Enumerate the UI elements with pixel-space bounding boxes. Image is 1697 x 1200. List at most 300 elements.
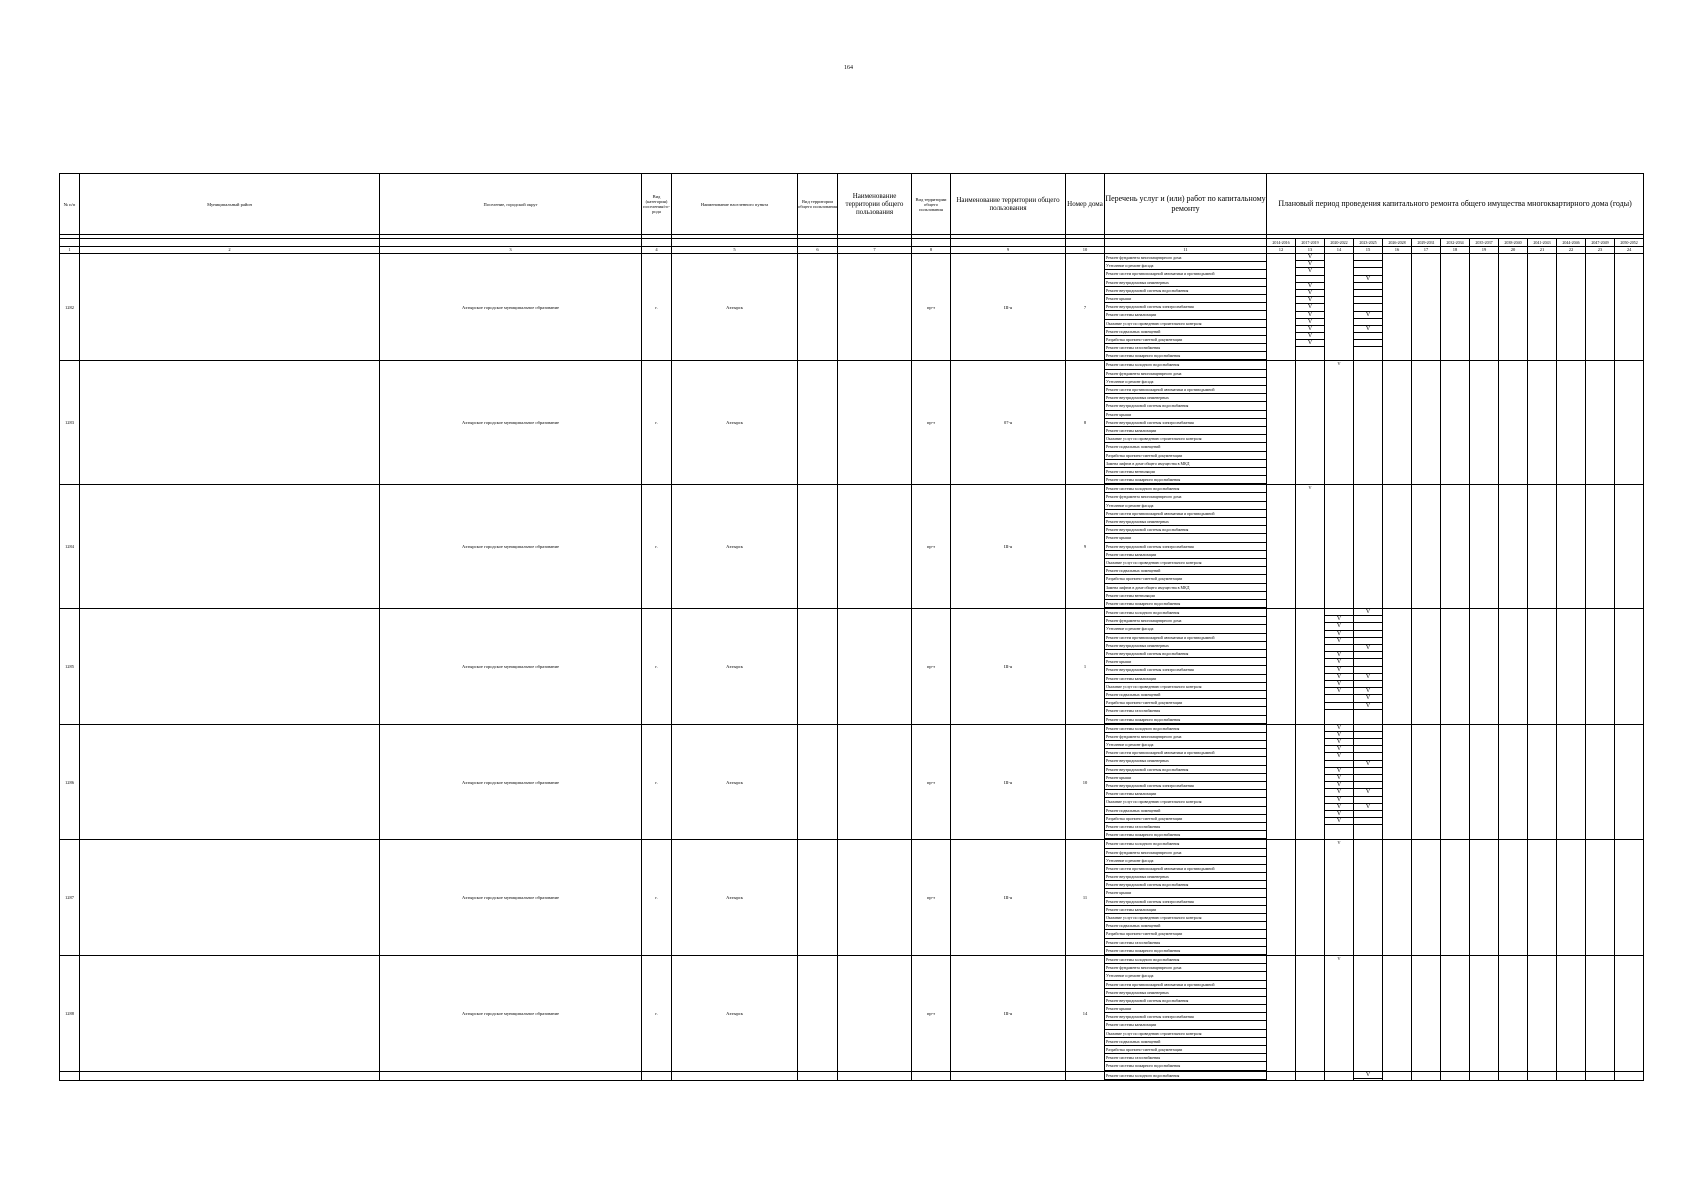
period-mark-cell [1441,724,1470,840]
works-list-cell [1105,840,1267,956]
works-list [1105,361,1266,484]
work-item: Утепление и ремонт фасада [1105,502,1266,510]
period-mark-cell [1412,254,1441,361]
check-mark [1325,761,1353,768]
work-item: Ремонт подвальных помещений [1105,922,1266,930]
table-row [60,361,1644,485]
check-mark: V [1354,703,1382,710]
work-item: Разработка проектно-сметной документации [1105,336,1266,344]
period-mark-cell [1267,485,1296,609]
work-item: Оказание услуг по проведению строительного контроля [1105,1030,1266,1038]
period-mark-cell [1586,840,1615,956]
locality-kind: г. [642,361,672,485]
check-mark [1354,261,1382,268]
settlement-name: Ахтырское городское муниципальное образование [380,840,642,956]
header-territory-name-2: Наименование территории общего пользования [951,174,1066,235]
settlement-name: Ахтырское городское муниципальное образование [380,724,642,840]
period-mark-cell [1615,724,1644,840]
period-mark-cell [1441,361,1470,485]
settlement-name: Ахтырское городское муниципальное образование [380,609,642,725]
mark-stack [1354,1072,1382,1079]
work-item: Ремонт систем противопожарной автоматики и противодымной [1105,981,1266,989]
period-mark-cell [1586,254,1615,361]
work-item: Оказание услуг по проведению строительного контроля [1105,320,1266,328]
settlement-name: Ахтырское городское муниципальное образование [380,254,642,361]
work-item: Ремонт фундамента многоквартирного дома [1105,254,1266,262]
work-item: Ремонт внутридомовых инженерных [1105,518,1266,526]
check-mark: V [1325,732,1353,739]
table-row [60,955,1644,1071]
check-mark [1354,659,1382,666]
column-number: 8 [912,247,951,254]
work-item: Ремонт системы канализации [1105,427,1266,435]
work-item: Оказание услуг по проведению строительного контроля [1105,435,1266,443]
period-mark-cell [1615,361,1644,485]
work-item: Ремонт подвальных помещений [1105,443,1266,451]
period-mark-cell [1354,840,1383,956]
check-mark: V [1325,955,1354,1071]
column-number: 12 [1267,247,1296,254]
work-item: Ремонт крыши [1105,295,1266,303]
territory-type-2: пр-т [912,955,951,1071]
period-mark-cell [1267,609,1296,725]
house-number: 14 [1066,955,1105,1071]
work-item: Замена лифтов в доме общего имущества в МКД [1105,584,1266,592]
period-mark-cell [1354,485,1383,609]
period-mark-cell [1441,609,1470,725]
table-row [60,840,1644,956]
period-mark-cell [1499,955,1528,1071]
period-mark-cell [1354,724,1383,840]
column-number: 23 [1586,247,1615,254]
work-item: Ремонт внутридомовых инженерных [1105,279,1266,287]
table-row [60,485,1644,609]
check-mark [1354,616,1382,623]
period-mark-cell [1586,724,1615,840]
work-item: Ремонт систем противопожарной автоматики и противодымной [1105,270,1266,278]
work-item: Ремонт системы канализации [1105,551,1266,559]
period-mark-cell [1586,955,1615,1071]
check-mark [1354,782,1382,789]
page-number: 164 [844,65,853,71]
work-item: Ремонт внутридомовых инженерных [1105,394,1266,402]
work-item: Ремонт внутридомовой системы водоснабжения [1105,650,1266,658]
period-mark-cell [1557,955,1586,1071]
work-item: Ремонт внутридомовых инженерных [1105,642,1266,650]
check-mark: V [1296,283,1324,290]
check-mark: V [1325,818,1353,825]
work-item: Ремонт внутридомовой системы водоснабжения [1105,402,1266,410]
table-row [60,724,1644,840]
period-cell: 2020-2022 [1325,239,1354,247]
mark-stack [1354,609,1382,710]
check-mark: V [1325,797,1353,804]
column-number: 17 [1412,247,1441,254]
register-body [60,254,1644,1081]
column-number: 9 [951,247,1066,254]
table-row [60,254,1644,361]
period-mark-cell [1470,724,1499,840]
check-mark: V [1325,840,1354,956]
works-list [1105,725,1266,840]
period-mark-cell [1470,485,1499,609]
column-number: 10 [1066,247,1105,254]
check-mark [1354,268,1382,275]
header-territory-name: Наименование территории общего пользования [838,174,912,235]
check-mark [1325,703,1353,710]
work-item: Замена лифтов в доме общего имущества в МКД [1105,460,1266,468]
period-mark-cell [1470,840,1499,956]
work-item: Ремонт системы пожарного водоснабжения [1105,600,1266,608]
period-mark-cell [1557,361,1586,485]
works-list [1105,609,1266,724]
period-mark-cell [1441,1071,1470,1080]
period-mark-cell [1296,1071,1325,1080]
check-mark: V [1354,688,1382,695]
period-mark-cell [1528,485,1557,609]
territory-name [838,1071,912,1080]
record-number: 1288 [60,955,80,1071]
work-item: Ремонт фундамента многоквартирного дома [1105,493,1266,501]
check-mark [1325,695,1353,702]
check-mark: V [1325,746,1353,753]
period-mark-cell [1296,955,1325,1071]
column-number: 14 [1325,247,1354,254]
check-mark [1354,811,1382,818]
period-mark-cell [1267,955,1296,1071]
period-mark-cell [1470,1071,1499,1080]
mark-stack [1354,725,1382,826]
work-item: Ремонт системы канализации [1105,675,1266,683]
period-mark-cell [1615,955,1644,1071]
work-item: Ремонт системы холодного водоснабжения [1105,485,1266,493]
work-item: Ремонт системы пожарного водоснабжения [1105,831,1266,839]
works-list-cell [1105,955,1267,1071]
period-mark-cell [1325,609,1354,725]
period-mark-cell [1383,361,1412,485]
territory-name-2: Ш-я [951,485,1066,609]
check-mark: V [1325,616,1353,623]
territory-type-2: пр-т [912,361,951,485]
check-mark [1354,818,1382,825]
territory-name [838,485,912,609]
check-mark: V [1325,753,1353,760]
work-item: Ремонт фундамента многоквартирного дома [1105,370,1266,378]
period-cell: 2050-2052 [1615,239,1644,247]
district-name [80,485,380,609]
check-mark: V [1296,340,1324,347]
check-mark: V [1325,631,1353,638]
header-settlement: Поселение, городской округ [380,174,642,235]
work-item: Оказание услуг по проведению строительного контроля [1105,914,1266,922]
territory-type [798,361,838,485]
header-works-list: Перечень услуг и (или) работ по капитальному ремонту [1105,174,1267,235]
work-item: Ремонт внутридомовой системы электроснабжения [1105,666,1266,674]
check-mark: V [1325,768,1353,775]
check-mark: V [1325,782,1353,789]
period-mark-cell [1557,1071,1586,1080]
locality-kind: г. [642,609,672,725]
work-item: Ремонт системы канализации [1105,311,1266,319]
work-item: Ремонт внутридомовой системы электроснабжения [1105,782,1266,790]
house-number: 10 [1066,724,1105,840]
column-number: 24 [1615,247,1644,254]
period-mark-cell [1499,1071,1528,1080]
column-number: 11 [1105,247,1267,254]
period-cell: 2044-2046 [1557,239,1586,247]
work-item: Ремонт системы газоснабжения [1105,939,1266,947]
territory-type [798,1071,838,1080]
period-mark-cell [1383,609,1412,725]
territory-name [838,254,912,361]
territory-name [838,724,912,840]
header-district: Муниципальный район [80,174,380,235]
period-cell: 2038-2040 [1499,239,1528,247]
check-mark [1354,631,1382,638]
check-mark [1354,290,1382,297]
house-number: 7 [1066,254,1105,361]
period-cell: 2029-2031 [1412,239,1441,247]
check-mark [1354,638,1382,645]
period-mark-cell [1528,955,1557,1071]
record-number: 1286 [60,724,80,840]
territory-name-2: Ш-я [951,724,1066,840]
period-cell: 2032-2034 [1441,239,1470,247]
check-mark [1354,725,1382,732]
period-mark-cell [1383,485,1412,609]
work-item: Ремонт внутридомовой системы электроснабжения [1105,543,1266,551]
locality-name: Ахтырск [672,609,798,725]
check-mark [1325,609,1353,616]
territory-name [838,609,912,725]
period-cell: 2026-2028 [1383,239,1412,247]
column-number: 3 [380,247,642,254]
period-mark-cell [1528,1071,1557,1080]
work-item: Ремонт подвальных помещений [1105,1038,1266,1046]
period-mark-cell [1615,609,1644,725]
work-item: Ремонт системы канализации [1105,1021,1266,1029]
column-number: 13 [1296,247,1325,254]
period-mark-cell [1383,254,1412,361]
period-mark-cell [1296,254,1325,361]
period-mark-cell [1615,1071,1644,1080]
column-number: 16 [1383,247,1412,254]
work-item: Ремонт внутридомовых инженерных [1105,873,1266,881]
check-mark: V [1325,775,1353,782]
check-mark: V [1354,609,1382,616]
check-mark [1325,645,1353,652]
check-mark [1354,739,1382,746]
period-mark-cell [1354,609,1383,725]
column-number: 5 [672,247,798,254]
work-item: Утепление и ремонт фасада [1105,741,1266,749]
settlement-name [380,1071,642,1080]
period-mark-cell [1267,1071,1296,1080]
house-number: 9 [1066,485,1105,609]
check-mark: V [1325,667,1353,674]
column-number: 4 [642,247,672,254]
period-mark-cell [1586,485,1615,609]
locality-name: Ахтырск [672,485,798,609]
locality-kind: г. [642,724,672,840]
period-mark-cell [1325,724,1354,840]
mark-stack [1325,725,1353,826]
work-item: Ремонт системы газоснабжения [1105,344,1266,352]
work-item: Ремонт системы холодного водоснабжения [1105,361,1266,369]
period-cell: 2014-2016 [1267,239,1296,247]
check-mark [1354,746,1382,753]
district-name [80,724,380,840]
works-list [1105,254,1266,360]
work-item: Ремонт системы пожарного водоснабжения [1105,947,1266,955]
header-territory-type-2: Вид территории общего пользования [912,174,951,235]
period-mark-cell [1354,361,1383,485]
period-mark-cell [1528,724,1557,840]
period-mark-cell [1412,609,1441,725]
work-item: Ремонт подвальных помещений [1105,567,1266,575]
work-item: Ремонт системы холодного водоснабжения [1105,725,1266,733]
work-item: Ремонт системы газоснабжения [1105,1054,1266,1062]
table-row [60,609,1644,725]
work-item: Оказание услуг по проведению строительного контроля [1105,683,1266,691]
check-mark [1354,775,1382,782]
territory-type-2 [912,1071,951,1080]
work-item: Ремонт крыши [1105,1005,1266,1013]
locality-kind: г. [642,955,672,1071]
work-item: Ремонт внутридомовой системы водоснабжения [1105,526,1266,534]
check-mark: V [1325,674,1353,681]
work-item: Разработка проектно-сметной документации [1105,699,1266,707]
work-item: Ремонт крыши [1105,774,1266,782]
period-mark-cell [1557,609,1586,725]
territory-name-2: Ш-я [951,955,1066,1071]
check-mark: V [1354,276,1382,283]
check-mark: V [1354,312,1382,319]
check-mark: V [1354,1072,1382,1079]
mark-stack [1354,254,1382,347]
work-item: Ремонт систем противопожарной автоматики и противодымной [1105,634,1266,642]
period-cell: 2047-2049 [1586,239,1615,247]
work-item: Утепление и ремонт фасада [1105,857,1266,865]
work-item: Ремонт системы пожарного водоснабжения [1105,716,1266,724]
column-number: 19 [1470,247,1499,254]
check-mark [1354,297,1382,304]
check-mark: V [1354,674,1382,681]
check-mark: V [1296,319,1324,326]
column-number: 6 [798,247,838,254]
check-mark [1354,623,1382,630]
period-mark-cell [1557,840,1586,956]
check-mark: V [1325,789,1353,796]
locality-kind: г. [642,485,672,609]
period-mark-cell [1267,254,1296,361]
check-mark: V [1325,623,1353,630]
territory-name-2: Ш-я [951,254,1066,361]
work-item: Ремонт системы канализации [1105,906,1266,914]
work-item: Ремонт фундамента многоквартирного дома [1105,964,1266,972]
locality-kind: г. [642,840,672,956]
header-number: № п/п [60,174,80,235]
territory-name-2: Ш-я [951,840,1066,956]
territory-type [798,609,838,725]
period-mark-cell [1325,254,1354,361]
work-item: Ремонт системы холодного водоснабжения [1105,840,1266,848]
territory-type-2: пр-т [912,840,951,956]
works-list-cell [1105,724,1267,840]
period-mark-cell [1528,609,1557,725]
check-mark: V [1354,761,1382,768]
period-mark-cell [1441,955,1470,1071]
period-mark-cell [1470,955,1499,1071]
locality-kind [642,1071,672,1080]
period-mark-cell [1499,485,1528,609]
work-item: Ремонт системы газоснабжения [1105,707,1266,715]
header-house-number: Номер дома [1066,174,1105,235]
check-mark [1354,319,1382,326]
column-number: 15 [1354,247,1383,254]
house-number [1066,1071,1105,1080]
check-mark: V [1354,645,1382,652]
works-list-cell [1105,361,1267,485]
column-number: 20 [1499,247,1528,254]
work-item: Ремонт системы канализации [1105,790,1266,798]
column-number: 18 [1441,247,1470,254]
work-item: Разработка проектно-сметной документации [1105,930,1266,938]
work-item: Ремонт внутридомовой системы электроснабжения [1105,303,1266,311]
period-mark-cell [1296,609,1325,725]
check-mark: V [1296,254,1324,261]
work-item: Оказание услуг по проведению строительного контроля [1105,559,1266,567]
period-mark-cell [1325,1071,1354,1080]
period-mark-cell [1325,485,1354,609]
territory-name-2: 07-я [951,361,1066,485]
work-item: Ремонт системы вентиляции [1105,592,1266,600]
work-item: Ремонт внутридомовой системы электроснабжения [1105,419,1266,427]
period-mark-cell [1354,1071,1383,1080]
work-item: Утепление и ремонт фасада [1105,972,1266,980]
period-mark-cell [1586,1071,1615,1080]
capital-repair-register-table [59,173,1644,1081]
header-territory-type: Вид территории общего пользования [798,174,838,235]
column-number-row [60,247,1644,254]
period-mark-cell [1383,724,1412,840]
works-list [1105,956,1266,1071]
table-header-row [60,174,1644,235]
check-mark [1354,797,1382,804]
check-mark: V [1325,652,1353,659]
check-mark [1354,652,1382,659]
period-mark-cell [1383,1071,1412,1080]
settlement-name: Ахтырское городское муниципальное образование [380,361,642,485]
territory-type [798,485,838,609]
work-item: Ремонт фундамента многоквартирного дома [1105,617,1266,625]
work-item: Ремонт системы вентиляции [1105,468,1266,476]
work-item: Ремонт системы пожарного водоснабжения [1105,1062,1266,1070]
column-number: 21 [1528,247,1557,254]
check-mark [1296,276,1324,283]
period-mark-cell [1499,609,1528,725]
column-number: 7 [838,247,912,254]
works-list [1105,840,1266,955]
house-number: 1 [1066,609,1105,725]
work-item: Ремонт внутридомовых инженерных [1105,757,1266,765]
column-number: 2 [80,247,380,254]
period-cell: 2023-2025 [1354,239,1383,247]
period-mark-cell [1412,1071,1441,1080]
check-mark [1354,254,1382,261]
territory-type [798,955,838,1071]
period-mark-cell [1296,724,1325,840]
